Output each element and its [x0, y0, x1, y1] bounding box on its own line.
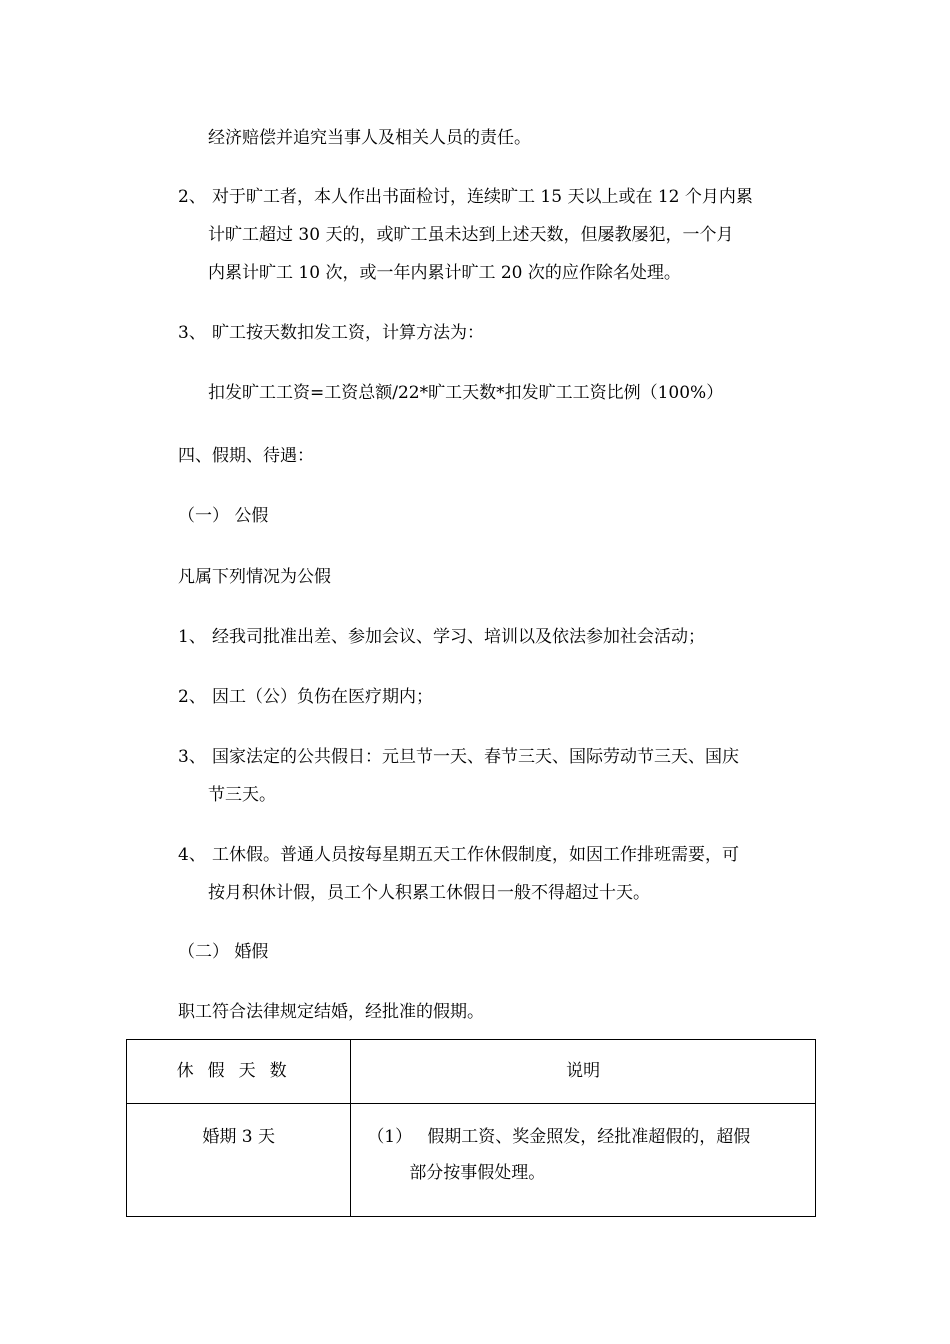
subsection-heading: （一） 公假: [178, 506, 269, 526]
list-number: 3、: [178, 747, 206, 767]
cell-note: [351, 1104, 816, 1217]
list-item-text: 经我司批准出差、参加会议、学习、培训以及依法参加社会活动；: [212, 627, 705, 647]
list-number: 4、: [178, 845, 206, 865]
list-item-text: 对于旷工者，本人作出书面检讨，连续旷工 15 天以上或在 12 个月内累: [212, 187, 753, 207]
list-item-text: 国家法定的公共假日：元旦节一天、春节三天、国际劳动节三天、国庆: [212, 747, 739, 767]
list-item-text: 内累计旷工 10 次，或一年内累计旷工 20 次的应作除名处理。: [208, 263, 681, 283]
list-item-text: 计旷工超过 30 天的，或旷工虽未达到上述天数，但屡教屡犯，一个月: [208, 225, 734, 245]
formula-text: 扣发旷工工资=工资总额/22*旷工天数*扣发旷工工资比例（100%）: [208, 383, 724, 403]
list-number: 2、: [178, 687, 206, 707]
list-item-text: 因工（公）负伤在医疗期内；: [212, 687, 433, 707]
list-number: 3、: [178, 323, 206, 343]
header-cell-days: [127, 1040, 351, 1104]
header-cell-note: 说明: [351, 1040, 816, 1104]
table-row: [127, 1104, 816, 1217]
subsection-heading: （二） 婚假: [178, 942, 269, 962]
paragraph: 凡属下列情况为公假: [178, 567, 331, 587]
paragraph: 职工符合法律规定结婚，经批准的假期。: [178, 1002, 484, 1022]
section-heading: 四、假期、待遇：: [178, 446, 314, 466]
list-number: 2、: [178, 187, 206, 207]
cell-days: [127, 1104, 351, 1217]
list-item-text: 工休假。普通人员按每星期五天工作休假制度，如因工作排班需要，可: [212, 845, 739, 865]
header-days-label: 休假天数: [176, 1061, 301, 1081]
list-number: 1、: [178, 627, 206, 647]
cell-days-text: 婚期 3 天: [202, 1127, 275, 1147]
list-item-text: 旷工按天数扣发工资，计算方法为：: [212, 323, 484, 343]
list-item-text: 按月积休计假，员工个人积累工休假日一般不得超过十天。: [208, 883, 650, 903]
list-item-text: 节三天。: [208, 785, 276, 805]
cell-note-content: [351, 1104, 815, 1184]
table-header-row: [127, 1040, 816, 1104]
note-line-1: 假期工资、奖金照发，经批准超假的，超假: [427, 1127, 751, 1147]
note-number: （1）: [367, 1127, 413, 1147]
paragraph-continuation: 经济赔偿并追究当事人及相关人员的责任。: [208, 128, 531, 148]
note-line-2: 部分按事假处理。: [409, 1163, 546, 1183]
marriage-leave-table: [126, 1039, 816, 1217]
